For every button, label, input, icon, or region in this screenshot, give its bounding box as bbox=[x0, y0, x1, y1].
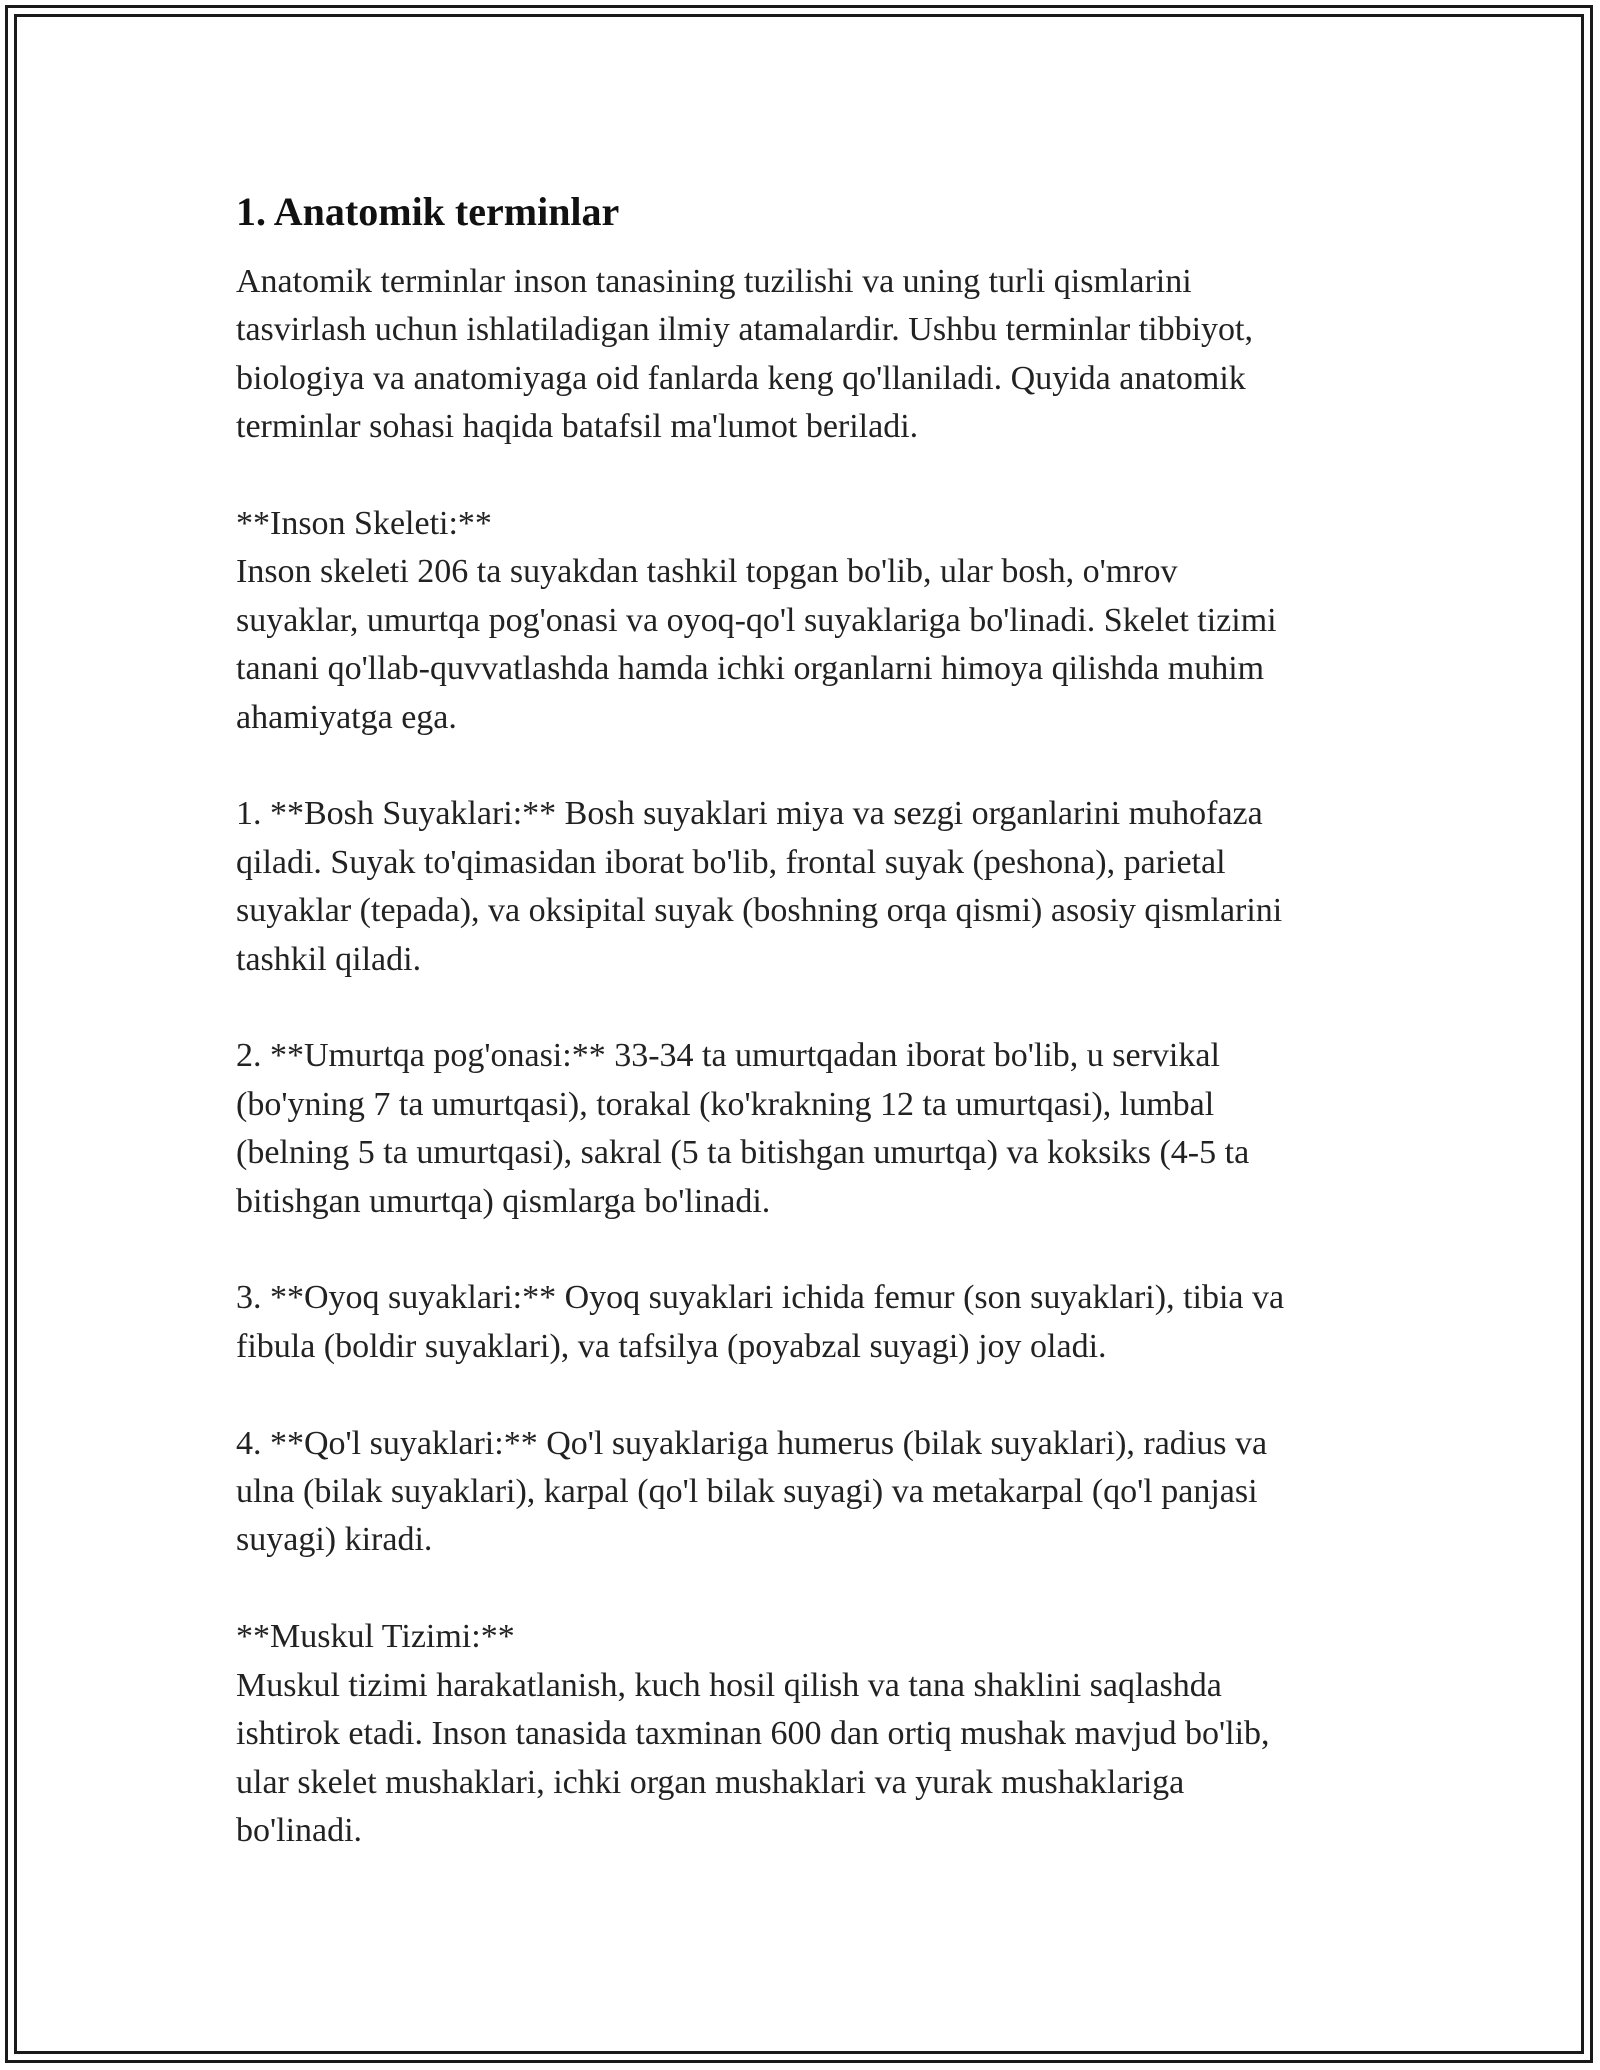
text-line: tanani qo'llab-quvvatlashda hamda ichki organlarni himoya qilishda muhim bbox=[236, 650, 1265, 688]
text-line: Muskul tizimi harakatlanish, kuch hosil qilish va tana shaklini saqlashda bbox=[236, 1666, 1222, 1704]
text-line: (bo'yning 7 ta umurtqasi), torakal (ko'krakning 12 ta umurtqasi), lumbal bbox=[236, 1085, 1215, 1123]
text-line: ulna (bilak suyaklari), karpal (qo'l bilak suyagi) va metakarpal (qo'l panjasi bbox=[236, 1473, 1258, 1511]
text-line: suyaklar (tepada), va oksipital suyak (boshning orqa qismi) asosiy qismlarini bbox=[236, 892, 1283, 930]
text-line: 1. **Bosh Suyaklari:** Bosh suyaklari miya va sezgi organlarini muhofaza bbox=[236, 795, 1263, 833]
text-line: suyaklar, umurtqa pog'onasi va oyoq-qo'l suyaklariga bo'linadi. Skelet tizimi bbox=[236, 601, 1277, 639]
text-line: ishtirok etadi. Inson tanasida taxminan 600 dan ortiq mushak mavjud bo'lib, bbox=[236, 1715, 1270, 1753]
intro-paragraph bbox=[236, 258, 1396, 452]
text-line: biologiya va anatomiyaga oid fanlarda keng qo'llaniladi. Quyida anatomik bbox=[236, 359, 1246, 397]
text-line: bitishgan umurtqa) qismlarga bo'linadi. bbox=[236, 1182, 771, 1220]
subheading-line: **Inson Skeleti:** bbox=[236, 505, 492, 543]
text-line: suyagi) kiradi. bbox=[236, 1521, 433, 1559]
text-line: ahamiyatga ega. bbox=[236, 698, 457, 736]
text-line: tasvirlash uchun ishlatiladigan ilmiy atamalardir. Ushbu terminlar tibbiyot, bbox=[236, 311, 1253, 349]
list-item-arm-bones bbox=[236, 1420, 1396, 1565]
text-line: 2. **Umurtqa pog'onasi:** 33-34 ta umurtqadan iborat bo'lib, u servikal bbox=[236, 1037, 1220, 1075]
text-line: Anatomik terminlar inson tanasining tuzilishi va uning turli qismlarini bbox=[236, 263, 1192, 300]
text-line: (belning 5 ta umurtqasi), sakral (5 ta bitishgan umurtqa) va koksiks (4-5 ta bbox=[236, 1134, 1250, 1172]
text-line: ular skelet mushaklari, ichki organ mushaklari va yurak mushaklariga bbox=[236, 1763, 1185, 1801]
list-item-leg-bones bbox=[236, 1274, 1396, 1371]
text-line: bo'linadi. bbox=[236, 1811, 363, 1849]
section-heading: 1. Anatomik terminlar bbox=[236, 189, 620, 234]
text-line: 3. **Oyoq suyaklari:** Oyoq suyaklari ichida femur (son suyaklari), tibia va bbox=[236, 1279, 1285, 1317]
skeleton-paragraph bbox=[236, 500, 1396, 742]
text-line: 4. **Qo'l suyaklari:** Qo'l suyaklariga humerus (bilak suyaklari), radius va bbox=[236, 1424, 1268, 1462]
list-item-head-bones bbox=[236, 790, 1396, 984]
text-line: tashkil qiladi. bbox=[236, 940, 422, 978]
text-line: Inson skeleti 206 ta suyakdan tashkil topgan bo'lib, ular bosh, o'mrov bbox=[236, 553, 1178, 591]
text-line: fibula (boldir suyaklari), va tafsilya (poyabzal suyagi) joy oladi. bbox=[236, 1327, 1107, 1365]
text-line: terminlar sohasi haqida batafsil ma'lumot beriladi. bbox=[236, 408, 919, 446]
document-body bbox=[236, 186, 1396, 1904]
text-line: qiladi. Suyak to'qimasidan iborat bo'lib, frontal suyak (peshona), parietal bbox=[236, 843, 1226, 881]
list-item-spine bbox=[236, 1032, 1396, 1226]
muscle-paragraph bbox=[236, 1613, 1396, 1855]
subheading-line: **Muskul Tizimi:** bbox=[236, 1618, 515, 1656]
